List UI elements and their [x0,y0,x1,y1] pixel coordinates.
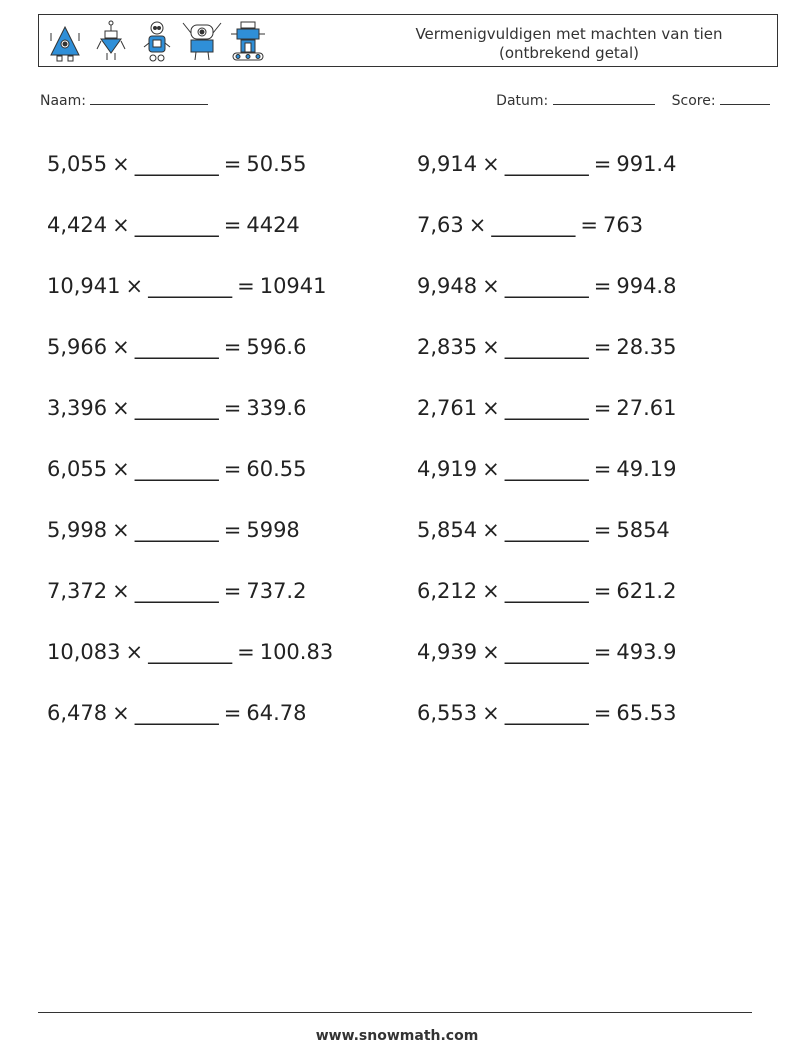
robot-tank-icon [231,22,265,60]
footer-divider [38,1012,752,1013]
answer-blank[interactable]: ________ [134,457,219,481]
times-symbol: × [112,579,130,603]
times-symbol: × [482,335,500,359]
answer-blank[interactable]: ________ [504,335,589,359]
answer-blank[interactable]: ________ [134,701,219,725]
problem-factor: 10,941 [47,274,121,298]
problem-row [417,395,676,421]
equals-symbol: = [223,701,242,725]
equals-symbol: = [593,152,612,176]
times-symbol: × [112,396,130,420]
equals-symbol: = [223,152,242,176]
problem-row [417,700,676,726]
worksheet-header [38,14,778,67]
problem-row [417,212,643,238]
date-blank-line[interactable] [553,92,655,105]
name-blank-line[interactable] [90,92,208,105]
equals-symbol: = [223,396,242,420]
answer-blank[interactable]: ________ [134,518,219,542]
worksheet-title [389,25,749,63]
problem-factor: 6,212 [417,579,478,603]
answer-blank[interactable]: ________ [134,396,219,420]
answer-blank[interactable]: ________ [504,274,589,298]
robot-triangle-icon [51,27,79,61]
problem-factor: 2,761 [417,396,478,420]
answer-blank[interactable]: ________ [504,518,589,542]
problem-factor: 6,553 [417,701,478,725]
score-label: Score: [671,93,716,109]
problem-factor: 5,998 [47,518,108,542]
name-label: Naam: [40,93,86,109]
problem-factor: 3,396 [47,396,108,420]
answer-blank[interactable]: ________ [134,579,219,603]
problem-result: 28.35 [616,335,677,359]
problem-factor: 7,372 [47,579,108,603]
answer-blank[interactable]: ________ [504,579,589,603]
problem-row [417,456,676,482]
problem-row [47,273,327,299]
answer-blank[interactable]: ________ [504,396,589,420]
problem-result: 50.55 [246,152,307,176]
problem-result: 5854 [616,518,670,542]
problem-factor: 5,055 [47,152,108,176]
problem-row [417,334,676,360]
equals-symbol: = [593,274,612,298]
answer-blank[interactable]: ________ [148,640,233,664]
problem-result: 991.4 [616,152,677,176]
problem-factor: 6,055 [47,457,108,481]
times-symbol: × [482,518,500,542]
problem-factor: 5,966 [47,335,108,359]
equals-symbol: = [593,457,612,481]
answer-blank[interactable]: ________ [504,701,589,725]
problem-row [417,273,676,299]
problem-row [47,639,333,665]
times-symbol: × [112,152,130,176]
problem-factor: 4,919 [417,457,478,481]
equals-symbol: = [237,274,255,298]
problem-row [417,517,670,543]
problem-result: 49.19 [616,457,677,481]
equals-symbol: = [223,457,242,481]
problem-result: 60.55 [246,457,307,481]
problem-row [47,578,306,604]
problem-result: 737.2 [246,579,307,603]
equals-symbol: = [223,579,242,603]
times-symbol: × [482,640,500,664]
equals-symbol: = [223,335,242,359]
problem-factor: 9,914 [417,152,478,176]
date-label: Datum: [496,93,549,109]
problem-row [47,395,306,421]
name-field[interactable] [40,92,208,109]
answer-blank[interactable]: ________ [491,213,576,237]
times-symbol: × [468,213,487,237]
times-symbol: × [112,701,130,725]
times-symbol: × [125,640,144,664]
problem-row [47,700,306,726]
answer-blank[interactable]: ________ [134,335,219,359]
equals-symbol: = [223,213,242,237]
problem-factor: 4,939 [417,640,478,664]
times-symbol: × [482,396,500,420]
equals-symbol: = [237,640,255,664]
title-line-2: (ontbrekend getal) [498,44,640,62]
answer-blank[interactable]: ________ [134,213,219,237]
problem-result: 596.6 [246,335,307,359]
problem-factor: 7,63 [417,213,464,237]
problem-result: 994.8 [616,274,677,298]
problem-row [47,334,306,360]
equals-symbol: = [593,335,612,359]
problem-row [417,639,676,665]
problem-factor: 10,083 [47,640,121,664]
problem-row [47,456,306,482]
times-symbol: × [482,457,500,481]
problem-row [417,151,676,177]
times-symbol: × [112,518,130,542]
problem-result: 4424 [246,213,300,237]
robot-antenna-icon [97,21,125,60]
problem-result: 339.6 [246,396,307,420]
equals-symbol: = [580,213,598,237]
problem-factor: 9,948 [417,274,478,298]
problem-factor: 5,854 [417,518,478,542]
problem-result: 763 [602,213,644,237]
problem-result: 5998 [246,518,300,542]
problem-row [47,151,306,177]
times-symbol: × [112,457,130,481]
equals-symbol: = [593,518,612,542]
problem-factor: 6,478 [47,701,108,725]
problem-result: 64.78 [246,701,307,725]
answer-blank[interactable]: ________ [504,457,589,481]
problem-row [417,578,676,604]
score-blank-line[interactable] [720,92,770,105]
problem-result: 100.83 [259,640,334,664]
answer-blank[interactable]: ________ [148,274,233,298]
problem-result: 65.53 [616,701,677,725]
problem-result: 493.9 [616,640,677,664]
answer-blank[interactable]: ________ [134,152,219,176]
equals-symbol: = [223,518,242,542]
times-symbol: × [125,274,144,298]
date-score-fields [496,92,770,109]
equals-symbol: = [593,640,612,664]
answer-blank[interactable]: ________ [504,640,589,664]
equals-symbol: = [593,396,612,420]
problem-result: 621.2 [616,579,677,603]
times-symbol: × [482,152,500,176]
equals-symbol: = [593,701,612,725]
equals-symbol: = [593,579,612,603]
answer-blank[interactable]: ________ [504,152,589,176]
problem-factor: 2,835 [417,335,478,359]
problem-row [47,517,300,543]
times-symbol: × [482,579,500,603]
times-symbol: × [112,213,130,237]
problem-row [47,212,300,238]
robot-arms-icon [183,23,221,60]
title-line-1: Vermenigvuldigen met machten van tien [415,25,723,43]
problem-result: 10941 [259,274,327,298]
times-symbol: × [482,274,500,298]
problem-result: 27.61 [616,396,677,420]
footer-website: www.snowmath.com [315,1028,479,1044]
robot-round-icon [144,22,170,61]
times-symbol: × [112,335,130,359]
times-symbol: × [482,701,500,725]
robot-illustrations [45,19,269,63]
problem-factor: 4,424 [47,213,108,237]
